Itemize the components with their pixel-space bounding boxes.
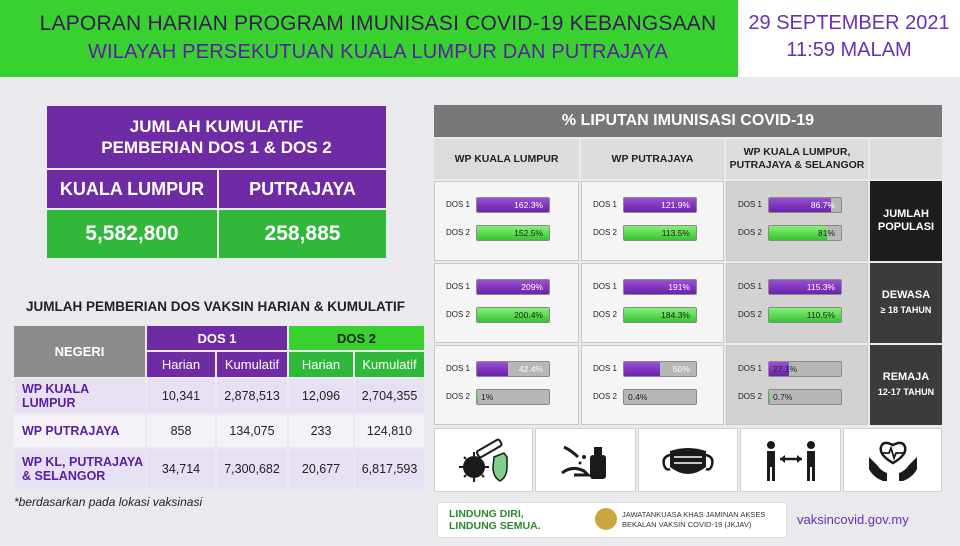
group-label-line1: DEWASA xyxy=(881,289,931,301)
dose-label: DOS 2 xyxy=(446,392,471,401)
dose-label: DOS 2 xyxy=(738,310,763,319)
header-banner xyxy=(0,0,738,77)
jkjav-line2: BEKALAN VAKSIN COVID-19 (JKJAV) xyxy=(622,520,752,529)
report-date: 29 SEPTEMBER 2021 xyxy=(748,12,950,34)
dos1-harian-header: Harian xyxy=(147,352,215,377)
vaccine-virus-icon xyxy=(434,428,533,492)
dose-label: DOS 1 xyxy=(593,282,618,291)
jkjav-line1: JAWATANKUASA KHAS JAMINAN AKSES xyxy=(622,510,766,519)
coverage-bar-fill xyxy=(477,362,508,376)
coverage-panel-kl xyxy=(434,345,579,425)
coverage-bar-value: 42.4% xyxy=(518,364,543,374)
coverage-bar-fill xyxy=(769,390,770,404)
coverage-bar-value: 86.7% xyxy=(810,200,835,210)
daily-table-title: JUMLAH PEMBERIAN DOS VAKSIN HARIAN & KUMULATIF xyxy=(26,299,405,314)
dose-label: DOS 2 xyxy=(738,392,763,401)
coverage-panel-pj xyxy=(581,181,724,261)
coverage-bar-value: 110.5% xyxy=(806,310,835,320)
table-cell: 6,817,593 xyxy=(355,449,424,489)
col-header-kl: WP KUALA LUMPUR xyxy=(434,139,579,179)
table-row-kl-name: WP KUALA LUMPUR xyxy=(14,379,145,413)
table-cell: 34,714 xyxy=(147,449,215,489)
row-name-line2: & SELANGOR xyxy=(22,469,106,483)
cumulative-title xyxy=(47,106,386,168)
coverage-panel-klpjs xyxy=(726,263,868,343)
cumulative-pj-label: PUTRAJAYA xyxy=(219,170,386,208)
group-label xyxy=(870,345,942,425)
dos2-harian-header: Harian xyxy=(289,352,353,377)
dos2-kumulatif-header: Kumulatif xyxy=(355,352,424,377)
coverage-bar-value: 121.9% xyxy=(661,200,690,210)
report-date-box xyxy=(738,0,960,77)
slogan-line1: LINDUNG DIRI, xyxy=(449,508,524,520)
table-cell: 20,677 xyxy=(289,449,353,489)
cumulative-title-line1: JUMLAH KUMULATIF xyxy=(129,117,304,136)
coverage-bar-kl-d2 xyxy=(476,225,550,241)
coverage-bar-kl-d1 xyxy=(476,361,550,377)
table-row-klpjs-name xyxy=(14,449,145,489)
social-distancing-icon xyxy=(740,428,841,492)
dos2-header: DOS 2 xyxy=(289,326,424,350)
coverage-bar-value: 27.1% xyxy=(773,364,798,374)
dose-label: DOS 1 xyxy=(593,364,618,373)
coverage-bar-value: 191% xyxy=(668,282,690,292)
coverage-bar-value: 200.4% xyxy=(514,310,543,320)
coverage-panel-kl xyxy=(434,181,579,261)
website-link[interactable]: vaksincovid.gov.my xyxy=(797,512,909,527)
coverage-bar-kl-d1 xyxy=(476,279,550,295)
face-mask-icon xyxy=(638,428,738,492)
coverage-bar-value: 1% xyxy=(481,392,494,402)
coverage-bar-value: 0.4% xyxy=(628,392,648,402)
table-cell: 233 xyxy=(289,415,353,447)
coverage-bar-fill xyxy=(624,362,660,376)
group-label-line2: POPULASI xyxy=(877,221,935,233)
hand-sanitizer-icon xyxy=(535,428,636,492)
cumulative-pj-value: 258,885 xyxy=(219,210,386,258)
slogan xyxy=(449,508,541,532)
dose-label: DOS 2 xyxy=(593,228,618,237)
negeri-header: NEGERI xyxy=(14,326,145,377)
coverage-bar-klpjs-d2 xyxy=(768,225,842,241)
group-age-range: ≥ 18 TAHUN xyxy=(880,305,932,315)
dose-label: DOS 1 xyxy=(738,200,763,209)
coverage-bar-value: 50% xyxy=(672,364,690,374)
coverage-bar-klpjs-d2 xyxy=(768,307,842,323)
dose-label: DOS 1 xyxy=(446,282,471,291)
dos1-kumulatif-header: Kumulatif xyxy=(217,352,287,377)
dose-label: DOS 2 xyxy=(738,228,763,237)
coverage-bar-klpjs-d2 xyxy=(768,389,842,405)
cumulative-kl-value: 5,582,800 xyxy=(47,210,217,258)
coverage-panel-klpjs xyxy=(726,181,868,261)
cumulative-title-line2: PEMBERIAN DOS 1 & DOS 2 xyxy=(101,138,332,157)
row-name-line1: WP KL, PUTRAJAYA xyxy=(22,455,144,469)
coverage-bar-pj-d2 xyxy=(623,389,697,405)
coverage-bar-kl-d1 xyxy=(476,197,550,213)
dose-label: DOS 1 xyxy=(593,200,618,209)
jkjav-crest-icon xyxy=(595,508,617,530)
coverage-bar-klpjs-d1 xyxy=(768,361,842,377)
report-time: 11:59 MALAM xyxy=(786,39,912,61)
coverage-bar-value: 113.5% xyxy=(661,228,690,238)
dose-label: DOS 2 xyxy=(446,228,471,237)
coverage-title: % LIPUTAN IMUNISASI COVID-19 xyxy=(434,105,942,137)
table-cell: 2,878,513 xyxy=(217,379,287,413)
coverage-panel-klpjs xyxy=(726,345,868,425)
group-label xyxy=(870,181,942,261)
table-cell: 858 xyxy=(147,415,215,447)
dose-label: DOS 1 xyxy=(738,282,763,291)
slogan-line2: LINDUNG SEMUA. xyxy=(449,520,541,532)
coverage-bar-value: 115.3% xyxy=(806,282,835,292)
coverage-bar-kl-d2 xyxy=(476,307,550,323)
table-cell: 124,810 xyxy=(355,415,424,447)
coverage-bar-value: 184.3% xyxy=(661,310,690,320)
table-cell: 7,300,682 xyxy=(217,449,287,489)
coverage-bar-value: 209% xyxy=(521,282,543,292)
coverage-bar-klpjs-d1 xyxy=(768,197,842,213)
footnote: *berdasarkan pada lokasi vaksinasi xyxy=(14,495,203,509)
group-age-range: 12-17 TAHUN xyxy=(877,387,935,397)
coverage-bar-value: 152.5% xyxy=(514,228,543,238)
table-cell: 10,341 xyxy=(147,379,215,413)
coverage-bar-pj-d2 xyxy=(623,307,697,323)
report-subtitle: WILAYAH PERSEKUTUAN KUALA LUMPUR DAN PUTRAJAYA xyxy=(87,41,669,63)
coverage-bar-kl-d2 xyxy=(476,389,550,405)
dos1-header: DOS 1 xyxy=(147,326,287,350)
group-label-line1: JUMLAH xyxy=(883,208,929,220)
col-header-klpjs xyxy=(726,139,868,179)
coverage-panel-pj xyxy=(581,263,724,343)
table-row-pj-name: WP PUTRAJAYA xyxy=(14,415,145,447)
coverage-bar-klpjs-d1 xyxy=(768,279,842,295)
coverage-bar-fill xyxy=(477,390,478,404)
coverage-bar-pj-d2 xyxy=(623,225,697,241)
coverage-bar-value: 0.7% xyxy=(773,392,793,402)
report-title: LAPORAN HARIAN PROGRAM IMUNISASI COVID-19 KEBANGSAAN xyxy=(39,12,717,35)
col-header-line1: WP KUALA LUMPUR, xyxy=(743,146,851,158)
col-header-pj: WP PUTRAJAYA xyxy=(581,139,724,179)
coverage-bar-value: 81% xyxy=(817,228,835,238)
coverage-bar-pj-d1 xyxy=(623,279,697,295)
table-cell: 134,075 xyxy=(217,415,287,447)
coverage-bar-pj-d1 xyxy=(623,361,697,377)
dose-label: DOS 1 xyxy=(446,364,471,373)
dose-label: DOS 2 xyxy=(446,310,471,319)
coverage-bar-value: 162.3% xyxy=(514,200,543,210)
jkjav-label xyxy=(622,510,765,530)
table-cell: 12,096 xyxy=(289,379,353,413)
cumulative-kl-label: KUALA LUMPUR xyxy=(47,170,217,208)
col-header-line2: PUTRAJAYA & SELANGOR xyxy=(729,159,865,171)
table-cell: 2,704,355 xyxy=(355,379,424,413)
col-header-blank xyxy=(870,139,942,179)
dose-label: DOS 1 xyxy=(738,364,763,373)
dose-label: DOS 1 xyxy=(446,200,471,209)
dose-label: DOS 2 xyxy=(593,392,618,401)
group-label-line1: REMAJA xyxy=(882,371,930,383)
group-label xyxy=(870,263,942,343)
coverage-bar-pj-d1 xyxy=(623,197,697,213)
dose-label: DOS 2 xyxy=(593,310,618,319)
heart-care-icon xyxy=(843,428,942,492)
coverage-panel-kl xyxy=(434,263,579,343)
coverage-panel-pj xyxy=(581,345,724,425)
